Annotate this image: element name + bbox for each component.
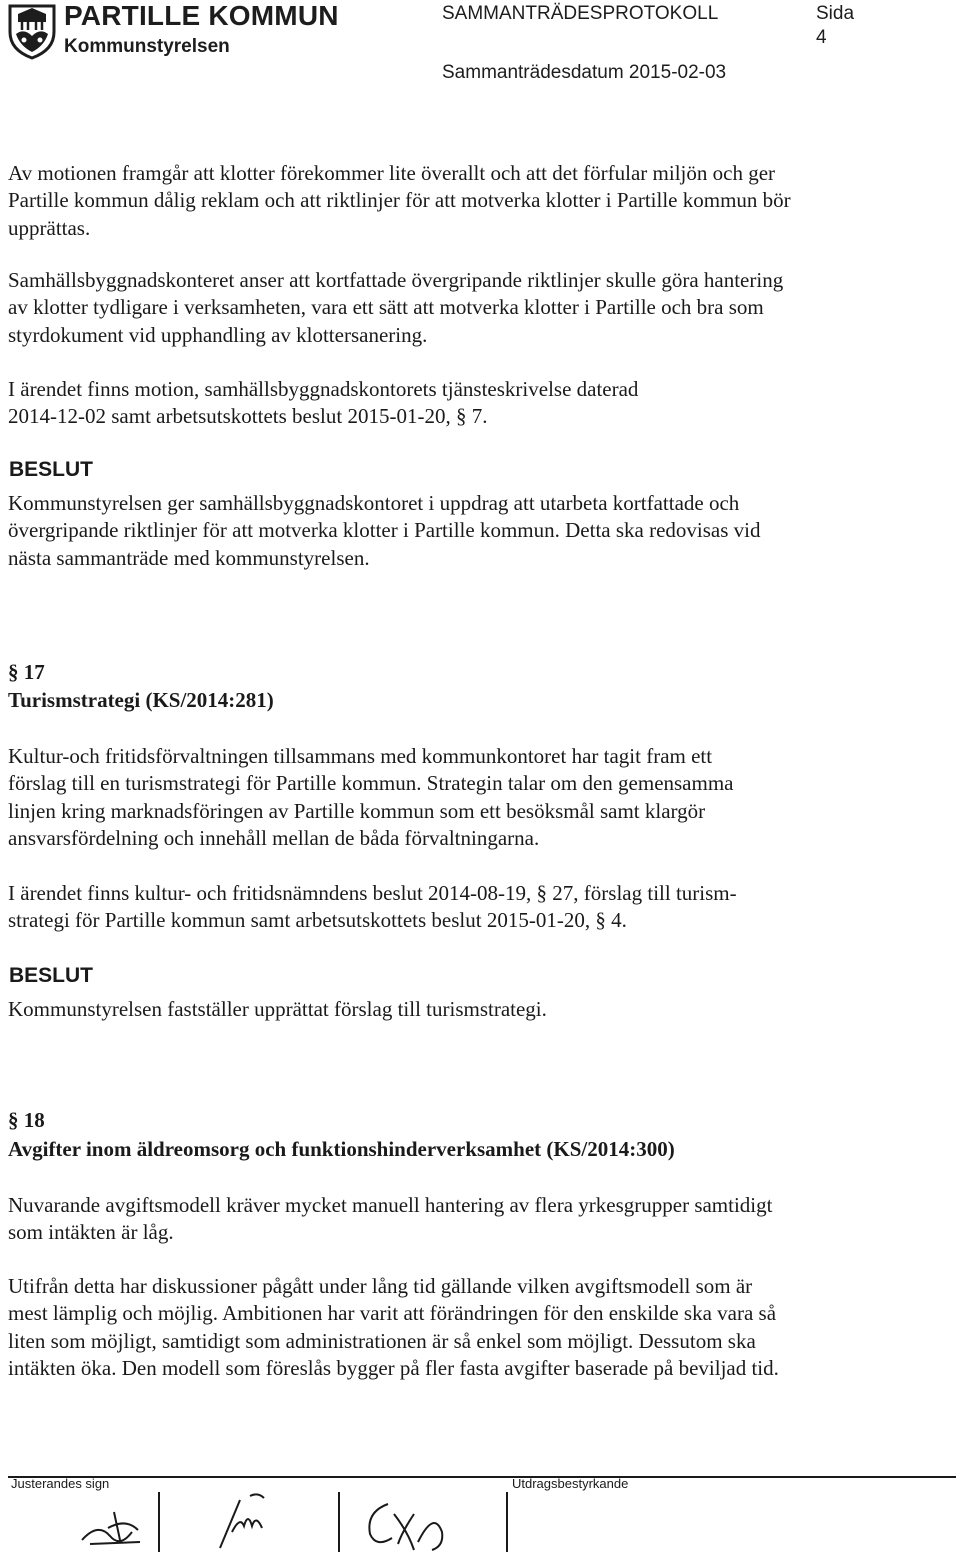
text-line: som intäkten är låg. [8,1220,174,1245]
text-line: Av motionen framgår att klotter förekommer lite överallt och att det förfular miljön och ger [8,161,776,185]
document-type: SAMMANTRÄDESPROTOKOLL [442,3,719,24]
decision-text [8,996,908,1023]
utdragsbestyrkande-label: Utdragsbestyrkande [512,1476,629,1491]
text-line: Utifrån detta har diskussioner pågått under lång tid gällande vilken avgiftsmodell som är [8,1274,753,1298]
org-name: PARTILLE KOMMUN [64,0,339,31]
org-subtitle: Kommunstyrelsen [64,36,230,57]
page-number: 4 [816,27,827,48]
text-line: Kommunstyrelsen ger samhällsbyggnadskontoret i uppdrag att utarbeta kortfattade och [8,491,740,515]
footer-divider [8,1476,956,1478]
page-label: Sida [816,3,855,24]
meeting-date: Sammanträdesdatum 2015-02-03 [442,62,727,83]
text-line: Nuvarande avgiftsmodell kräver mycket manuell hantering av flera yrkesgrupper samtidigt [8,1193,773,1217]
paragraph [8,267,908,349]
text-line: upprättas. [8,215,91,240]
signature-divider [506,1492,508,1552]
paragraph [8,880,908,935]
text-line: linjen kring marknadsföringen av Partille kommun som ett besöksmål samt klargör [8,798,706,823]
paragraph [8,376,908,431]
text-line: I ärendet finns motion, samhällsbyggnadskontorets tjänsteskrivelse daterad [8,377,639,401]
municipality-crest-icon [4,2,60,60]
text-line: liten som möjligt, samtidigt som administrationen är så enkel som möjligt. Dessutom ska [8,1328,756,1353]
decision-text [8,490,908,572]
justerandes-sign-label: Justerandes sign [11,1476,110,1491]
text-line: strategi för Partille kommun samt arbetsutskottets beslut 2015-01-20, § 4. [8,908,627,933]
section-number: § 18 [8,1108,45,1132]
text-line: intäkten öka. Den modell som föreslås bygger på fler fasta avgifter baserade på beviljad tid. [8,1356,779,1381]
text-line: 2014-12-02 samt arbetsutskottets beslut 2015-01-20, § 7. [8,404,488,429]
decision-heading: BESLUT [9,458,93,481]
paragraph [8,743,908,853]
section-title: Avgifter inom äldreomsorg och funktionshinderverksamhet (KS/2014:300) [8,1137,675,1161]
paragraph [8,1273,908,1383]
section-number: § 17 [8,660,45,684]
text-line: av klotter tydligare i verksamheten, vara ett sätt att motverka klotter i Partille och bra som [8,295,764,320]
text-line: nästa sammanträde med kommunstyrelsen. [8,545,370,570]
text-line: Partille kommun dålig reklam och att riktlinjer för att motverka klotter i Partille kommun bör [8,188,791,213]
section-title: Turismstrategi (KS/2014:281) [8,688,274,712]
decision-heading: BESLUT [9,964,93,987]
text-line: I ärendet finns kultur- och fritidsnämndens beslut 2014-08-19, § 27, förslag till turism- [8,881,737,905]
text-line: förslag till en turismstrategi för Partille kommun. Strategin talar om den gemensamma [8,771,734,796]
signature-2 [210,1492,300,1559]
text-line: mest lämplig och möjlig. Ambitionen har varit att förändringen för den enskilde ska vara så [8,1301,777,1326]
text-line: övergripande riktlinjer för att motverka klotter i Partille kommun. Detta ska redovisas vid [8,518,761,543]
signature-1 [80,1492,160,1559]
signature-divider [338,1492,340,1552]
text-line: ansvarsfördelning och innehåll mellan de båda förvaltningarna. [8,826,540,851]
text-line: Kultur-och fritidsförvaltningen tillsammans med kommunkontoret har tagit fram ett [8,744,713,768]
paragraph [8,1192,908,1247]
paragraph [8,160,908,242]
signature-3 [358,1492,458,1559]
text-line: Samhällsbyggnadskonteret anser att kortfattade övergripande riktlinjer skulle göra hantering [8,268,784,292]
text-line: Kommunstyrelsen fastställer upprättat förslag till turismstrategi. [8,997,547,1021]
text-line: styrdokument vid upphandling av klottersanering. [8,322,428,347]
